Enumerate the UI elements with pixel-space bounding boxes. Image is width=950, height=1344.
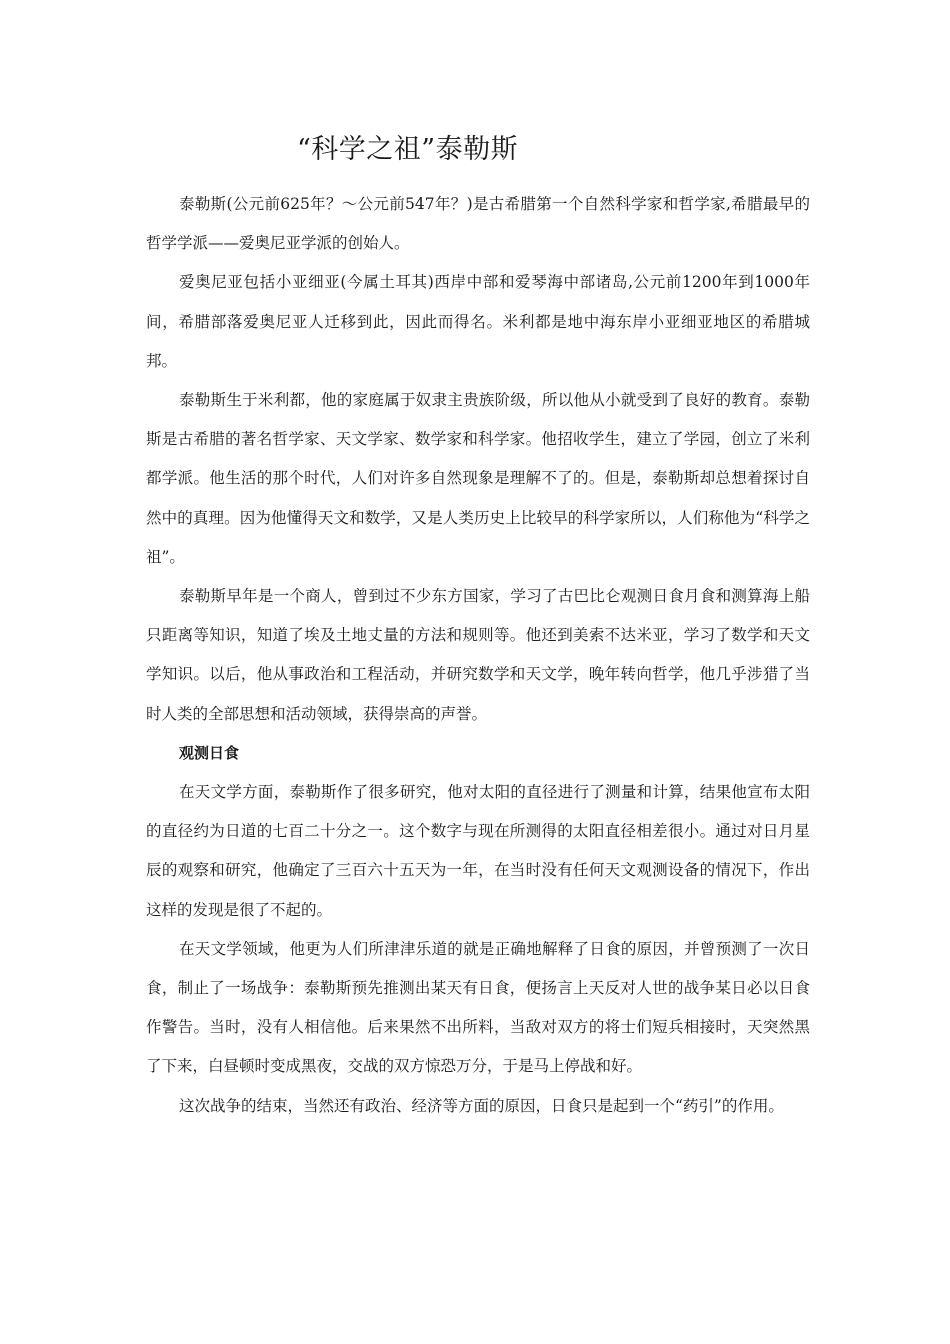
document-title: “科学之祖”泰勒斯 — [297, 134, 519, 165]
paragraph-ionia: 爱奥尼亚包括小亚细亚(今属土耳其)西岸中部和爱琴海中部诸岛,公元前1200年到1000年间，希腊部落爱奥尼亚人迁移到此，因此而得名。米利都是地中海东岸小亚细亚地区的希腊城邦。 — [146, 273, 810, 370]
paragraph-miletus: 泰勒斯生于米利都，他的家庭属于奴隶主贵族阶级，所以他从小就受到了良好的教育。泰勒斯是古希腊的著名哲学家、天文学家、数学家和科学家。他招收学生，建立了学园，创立了米利都学派。他生活的那个时代，人们对许多自然现象是理解不了的。但是，泰勒斯却总想着探讨自然中的真理。因为他懂得天文和数学，又是人类历史上比较早的科学家所以，人们称他为“科学之祖”。 — [146, 391, 810, 566]
paragraph-eclipse: 在天文学领域，他更为人们所津津乐道的就是正确地解释了日食的原因，并曾预测了一次日食，制止了一场战争：泰勒斯预先推测出某天有日食，便扬言上天反对人世的战争某日必以日食作警告。当时，没有人相信他。后来果然不出所料，当敌对双方的将士们短兵相接时，天突然黑了下来，白昼顿时变成黑夜，交战的双方惊恐万分，于是马上停战和好。 — [146, 939, 810, 1076]
section-heading: 观测日食 — [179, 743, 240, 762]
document-body — [146, 185, 810, 1126]
paragraph-intro: 泰勒斯(公元前625年？～公元前547年？)是古希腊第一个自然科学家和哲学家,希腊最早的哲学学派——爱奥尼亚学派的创始人。 — [146, 195, 810, 253]
paragraph-conclusion: 这次战争的结束，当然还有政治、经济等方面的原因，日食只是起到一个“药引”的作用。 — [179, 1096, 784, 1115]
paragraph-early-life: 泰勒斯早年是一个商人，曾到过不少东方国家，学习了古巴比仑观测日食月食和测算海上船只距离等知识，知道了埃及土地丈量的方法和规则等。他还到美索不达米亚，学习了数学和天文学知识。以后，他从事政治和工程活动，并研究数学和天文学，晚年转向哲学，他几乎涉猎了当时人类的全部思想和活动领域，获得崇高的声誉。 — [146, 587, 810, 723]
paragraph-astronomy: 在天文学方面，泰勒斯作了很多研究，他对太阳的直径进行了测量和计算，结果他宣布太阳的直径约为日道的七百二十分之一。这个数字与现在所测得的太阳直径相差很小。通过对日月星辰的观察和研究，他确定了三百六十五天为一年，在当时没有任何天文观测设备的情况下，作出这样的发现是很了不起的。 — [146, 783, 810, 919]
